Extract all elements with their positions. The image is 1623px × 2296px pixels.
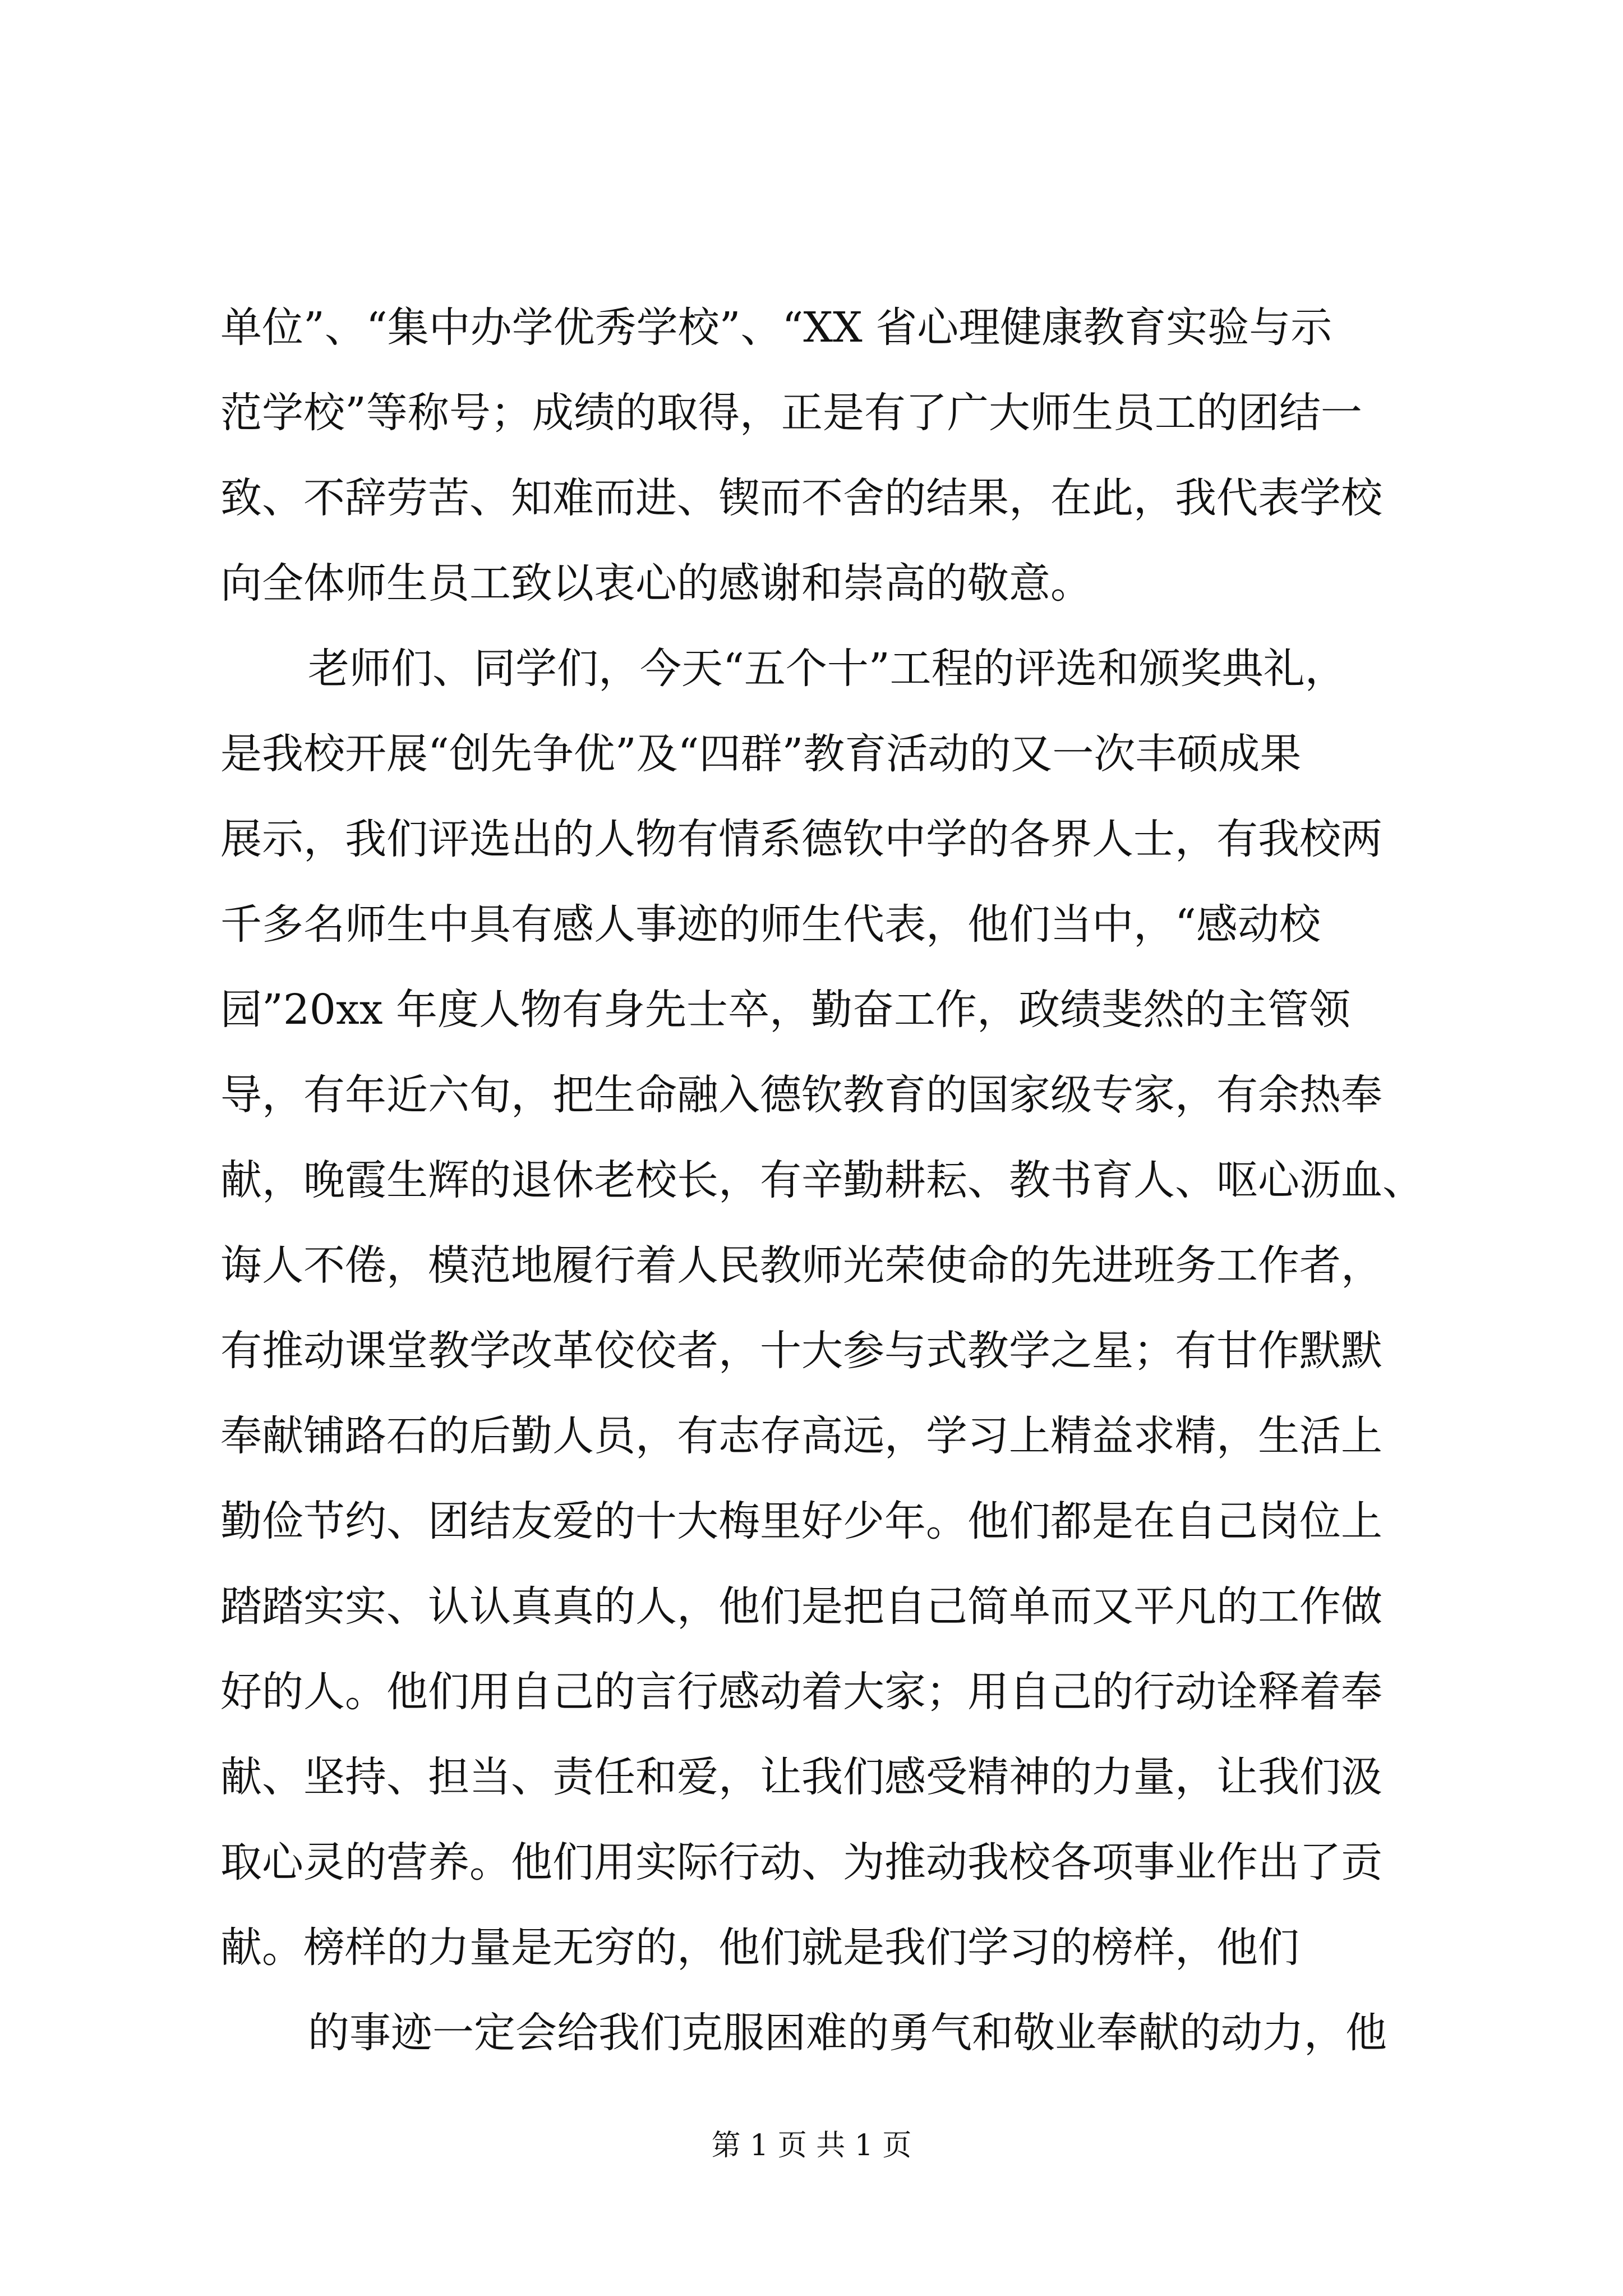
- text-line: 献。榜样的力量是无穷的，他们就是我们学习的榜样，他们: [220, 1924, 1299, 1972]
- text-line: 致、不辞劳苦、知难而进、锲而不舍的结果，在此，我代表学校: [220, 474, 1382, 522]
- text-line: 献，晚霞生辉的退休老校长，有辛勤耕耘、教书育人、呕心沥血、: [220, 1156, 1424, 1204]
- text-line: 向全体师生员工致以衷心的感谢和崇高的敬意。: [220, 559, 1092, 608]
- text-line: 园”20xx 年度人物有身先士卒，勤奋工作，政绩斐然的主管领: [220, 986, 1350, 1034]
- text-line: 单位”、“集中办学优秀学校”、“XX 省心理健康教育实验与示: [220, 303, 1332, 352]
- text-line: 范学校”等称号；成绩的取得，正是有了广大师生员工的团结一: [220, 389, 1362, 437]
- text-line: 取心灵的营养。他们用实际行动、为推动我校各项事业作出了贡: [220, 1838, 1382, 1887]
- paragraph-start-line: 老师们、同学们，今天“五个十”工程的评选和颁奖典礼，: [308, 645, 1347, 693]
- text-line: 勤俭节约、团结友爱的十大梅里好少年。他们都是在自己岗位上: [220, 1497, 1382, 1545]
- text-line: 献、坚持、担当、责任和爱，让我们感受精神的力量，让我们汲: [220, 1753, 1382, 1801]
- text-line: 有推动课堂教学改革佼佼者，十大参与式教学之星；有甘作默默: [220, 1327, 1382, 1375]
- page-number-footer: 第 1 页 共 1 页: [711, 2129, 912, 2162]
- text-line: 踏踏实实、认认真真的人，他们是把自己简单而又平凡的工作做: [220, 1582, 1382, 1631]
- document-body: [220, 285, 1426, 2076]
- text-line: 奉献铺路石的后勤人员，有志存高远，学习上精益求精，生活上: [220, 1412, 1382, 1460]
- text-line: 是我校开展“创先争优”及“四群”教育活动的又一次丰硕成果: [220, 730, 1302, 778]
- text-line: 千多名师生中具有感人事迹的师生代表，他们当中，“感动校: [220, 900, 1321, 949]
- text-line: 展示，我们评选出的人物有情系德钦中学的各界人士，有我校两: [220, 815, 1382, 863]
- text-line: 好的人。他们用自己的言行感动着大家；用自己的行动诠释着奉: [220, 1668, 1382, 1716]
- paragraph-start-line: 的事迹一定会给我们克服困难的勇气和敬业奉献的动力，他: [308, 2009, 1387, 2057]
- text-line: 诲人不倦，模范地履行着人民教师光荣使命的先进班务工作者，: [220, 1241, 1382, 1290]
- text-line: 导，有年近六旬，把生命融入德钦教育的国家级专家，有余热奉: [220, 1071, 1382, 1119]
